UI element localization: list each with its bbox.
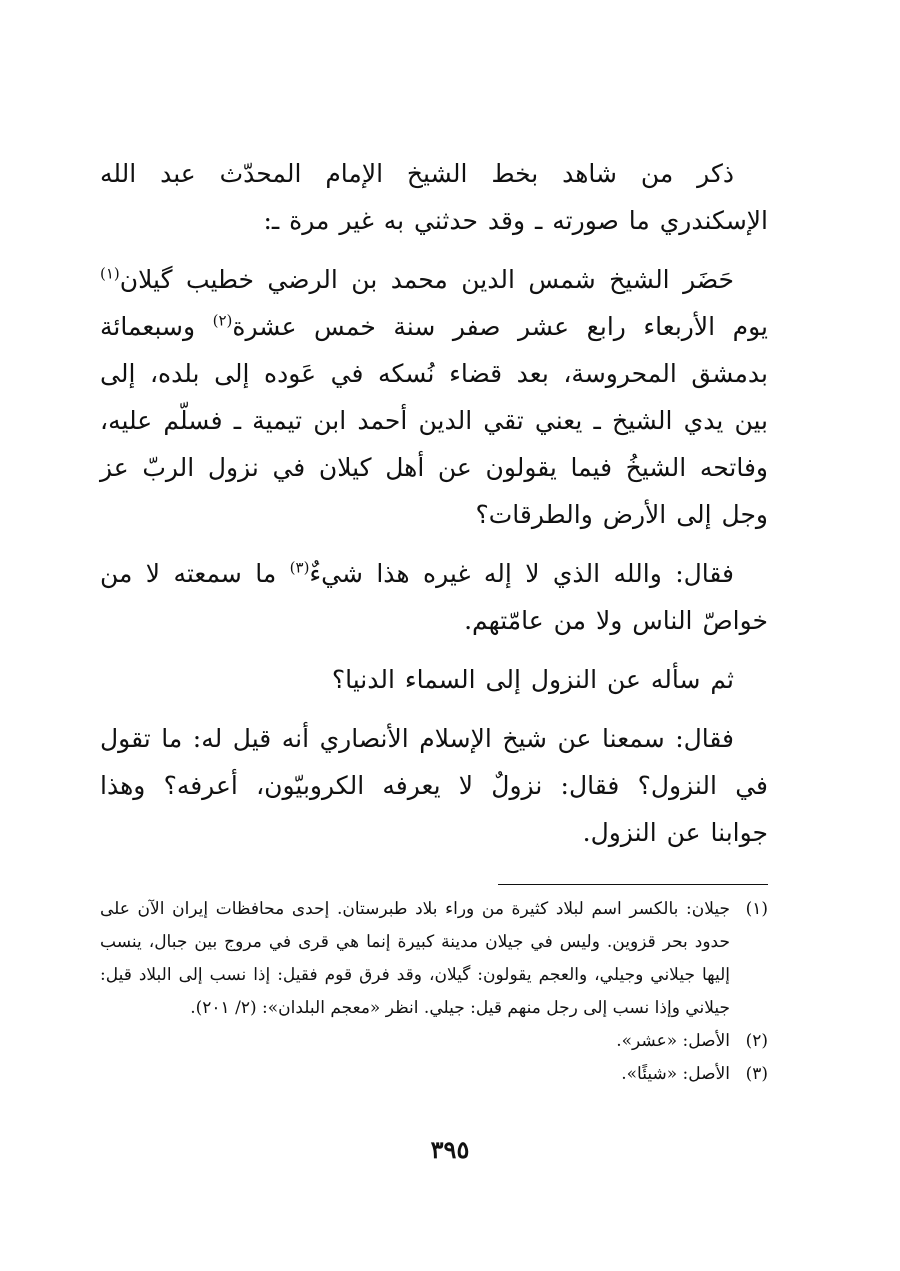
footnote-ref-3: (٣)	[289, 558, 310, 577]
footnote-divider	[498, 884, 768, 885]
paragraph-intro	[100, 150, 768, 244]
footnote-text: جيلان: بالكسر اسم لبلاد كثيرة من وراء بلاد طبرستان. إحدى محافظات إيران الآن على حدود بحر قزوين. وليس في جيلان مدينة كبيرة إنما هي قرى في مروج بين جبال، ينسب إليها جيلاني وجيلي، والعجم يقولون: گيلان، وقد فرق قوم فقيل: إذا نسب إلى البلاد قيل: جيلاني وإذا نسب إلى رجل منهم قيل: جيلي. انظر «معجم البلدان»: (٢/ ٢٠١).	[100, 899, 730, 1018]
footnote-number: (١)	[745, 899, 768, 919]
paragraph-text: يوم الأربعاء رابع عشر صفر سنة خمس عشرة	[232, 312, 768, 341]
footnote-2	[100, 1025, 768, 1058]
page-body	[100, 150, 768, 1091]
paragraph-answer-oath	[100, 550, 768, 644]
footnote-text: الأصل: «عشر».	[616, 1031, 730, 1051]
paragraph-text: ثم سأله عن النزول إلى السماء الدنيا؟	[331, 665, 734, 694]
paragraph-visit	[100, 256, 768, 538]
paragraph-question	[100, 656, 768, 703]
paragraph-text: وسبعمائة بدمشق المحروسة، بعد قضاء نُسكه في عَوده إلى بلده، إلى بين يدي الشيخ ـ يعني تقي الدين أحمد ابن تيمية ـ فسلّم عليه، وفاتحه الشيخُ فيما يقولون عن أهل كيلان في نزول الربّ عز وجل إلى الأرض والطرقات؟	[100, 312, 768, 529]
paragraph-text: ذكر من شاهد بخط الشيخ الإمام المحدّث عبد الله الإسكندري ما صورته ـ وقد حدثني به غير مرة ـ:	[100, 159, 768, 235]
footnote-number: (٣)	[745, 1064, 768, 1084]
footnote-number: (٢)	[745, 1031, 768, 1051]
paragraph-answer-ansari	[100, 715, 768, 856]
footnote-1	[100, 893, 768, 1025]
footnote-text: الأصل: «شيئًا».	[621, 1064, 730, 1084]
paragraph-text: فقال: سمعنا عن شيخ الإسلام الأنصاري أنه قيل له: ما تقول في النزول؟ فقال: نزولٌ لا يعرفه الكروبيّون، أعرفه؟ وهذا جوابنا عن النزول.	[100, 724, 768, 847]
paragraph-text: حَضَر الشيخ شمس الدين محمد بن الرضي خطيب گيلان	[119, 265, 734, 294]
paragraph-text: ما سمعته لا من خواصّ الناس ولا من عامّتهم.	[100, 559, 768, 635]
footnote-ref-2: (٢)	[212, 311, 233, 330]
footnote-3	[100, 1058, 768, 1091]
footnote-ref-1: (١)	[100, 264, 120, 283]
page-number: ٣٩٥	[430, 1135, 470, 1164]
paragraph-text: فقال: والله الذي لا إله غيره هذا شيءٌ	[309, 559, 734, 588]
